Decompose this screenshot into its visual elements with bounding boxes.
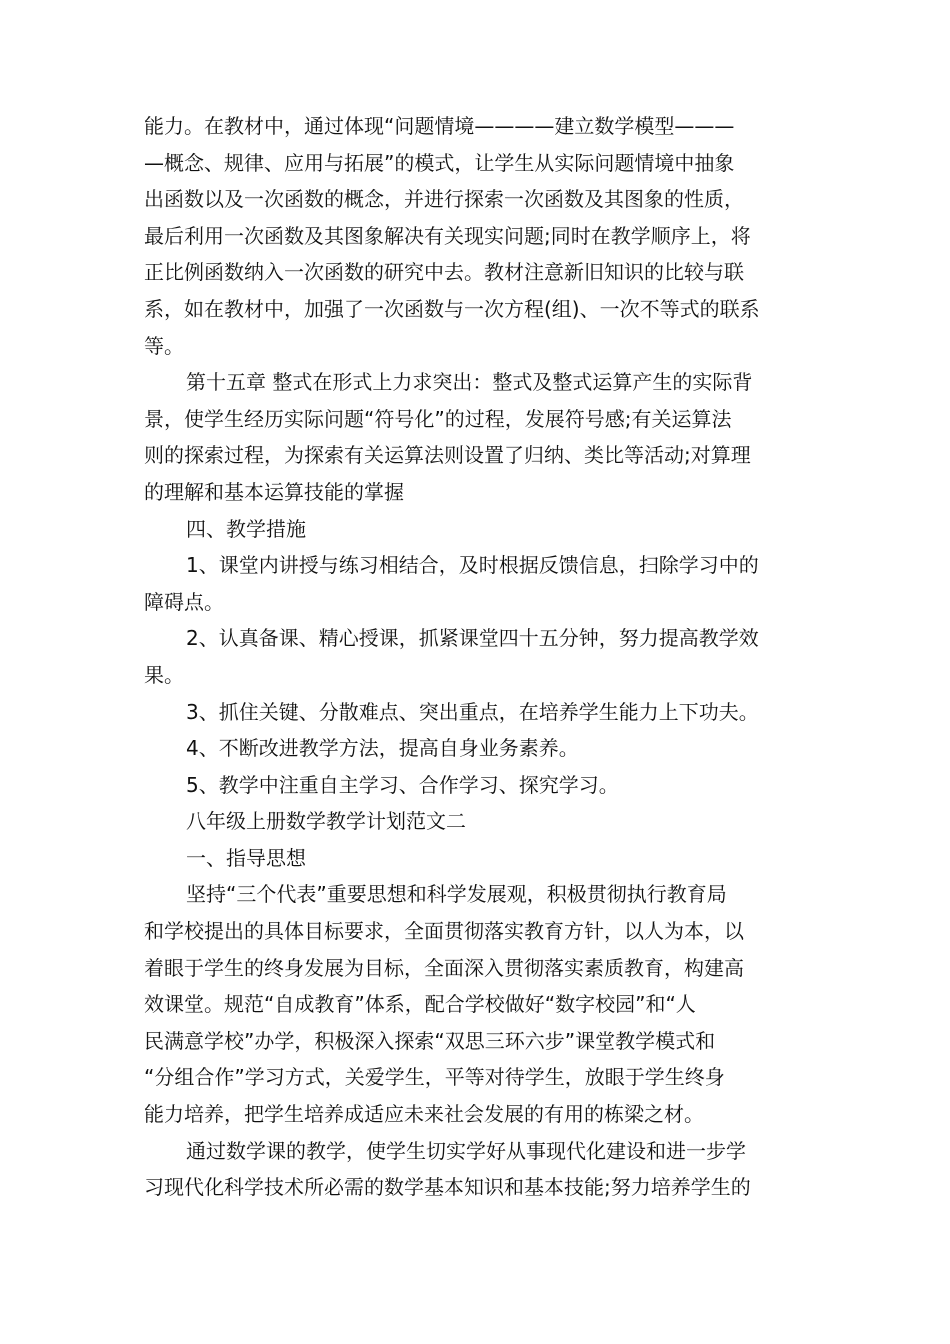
document-body	[144, 108, 808, 1206]
text-line: 系，如在教材中，加强了一次函数与一次方程(组)、一次不等式的联系	[144, 296, 760, 321]
text-line: 习现代化科学技术所必需的数学基本知识和基本技能;努力培养学生的	[144, 1175, 751, 1200]
text-line: 等。	[144, 333, 184, 358]
text-line: 第十五章 整式在形式上力求突出：整式及整式运算产生的实际背	[186, 370, 753, 395]
text-line: 障碍点。	[144, 589, 224, 614]
text-line: 着眼于学生的终身发展为目标，全面深入贯彻落实素质教育，构建高	[144, 955, 744, 980]
text-line: 4、不断改进教学方法，提高自身业务素养。	[186, 736, 579, 761]
text-line: 出函数以及一次函数的概念，并进行探索一次函数及其图象的性质，	[144, 187, 744, 212]
text-line: 景，使学生经历实际问题“符号化”的过程，发展符号感;有关运算法	[144, 406, 732, 431]
text-line: 民满意学校”办学，积极深入探索“双思三环六步”课堂教学模式和	[144, 1028, 716, 1053]
text-line: “分组合作”学习方式，关爱学生，平等对待学生，放眼于学生终身	[144, 1065, 725, 1090]
text-line: 则的探索过程，为探索有关运算法则设置了归纳、类比等活动;对算理	[144, 443, 751, 468]
text-line: 果。	[144, 662, 184, 687]
text-line: 的理解和基本运算技能的掌握	[144, 479, 404, 504]
text-line: 最后利用一次函数及其图象解决有关现实问题;同时在教学顺序上，将	[144, 223, 751, 248]
text-line: 3、抓住关键、分散难点、突出重点，在培养学生能力上下功夫。	[186, 699, 759, 724]
text-line: 和学校提出的具体目标要求，全面贯彻落实教育方针，以人为本，以	[144, 919, 744, 944]
text-line: —概念、规律、应用与拓展”的模式，让学生从实际问题情境中抽象	[144, 150, 735, 175]
text-line: 四、教学措施	[186, 516, 306, 541]
text-line: 能力培养，把学生培养成适应未来社会发展的有用的栋梁之材。	[144, 1102, 704, 1127]
text-line: 2、认真备课、精心授课，抓紧课堂四十五分钟，努力提高教学效	[186, 626, 759, 651]
text-line: 通过数学课的教学，使学生切实学好从事现代化建设和进一步学	[186, 1138, 746, 1163]
text-line: 一、指导思想	[186, 845, 306, 870]
text-line: 1、课堂内讲授与练习相结合，及时根据反馈信息，扫除学习中的	[186, 553, 759, 578]
text-line: 能力。在教材中，通过体现“问题情境————建立数学模型———	[144, 114, 735, 138]
text-line: 效课堂。规范“自成教育”体系，配合学校做好“数字校园”和“人	[144, 992, 696, 1017]
text-line: 坚持“三个代表”重要思想和科学发展观，积极贯彻执行教育局	[186, 882, 727, 907]
text-line: 八年级上册数学教学计划范文二	[186, 809, 466, 834]
text-line: 5、教学中注重自主学习、合作学习、探究学习。	[186, 772, 619, 797]
text-line: 正比例函数纳入一次函数的研究中去。教材注意新旧知识的比较与联	[144, 260, 744, 285]
